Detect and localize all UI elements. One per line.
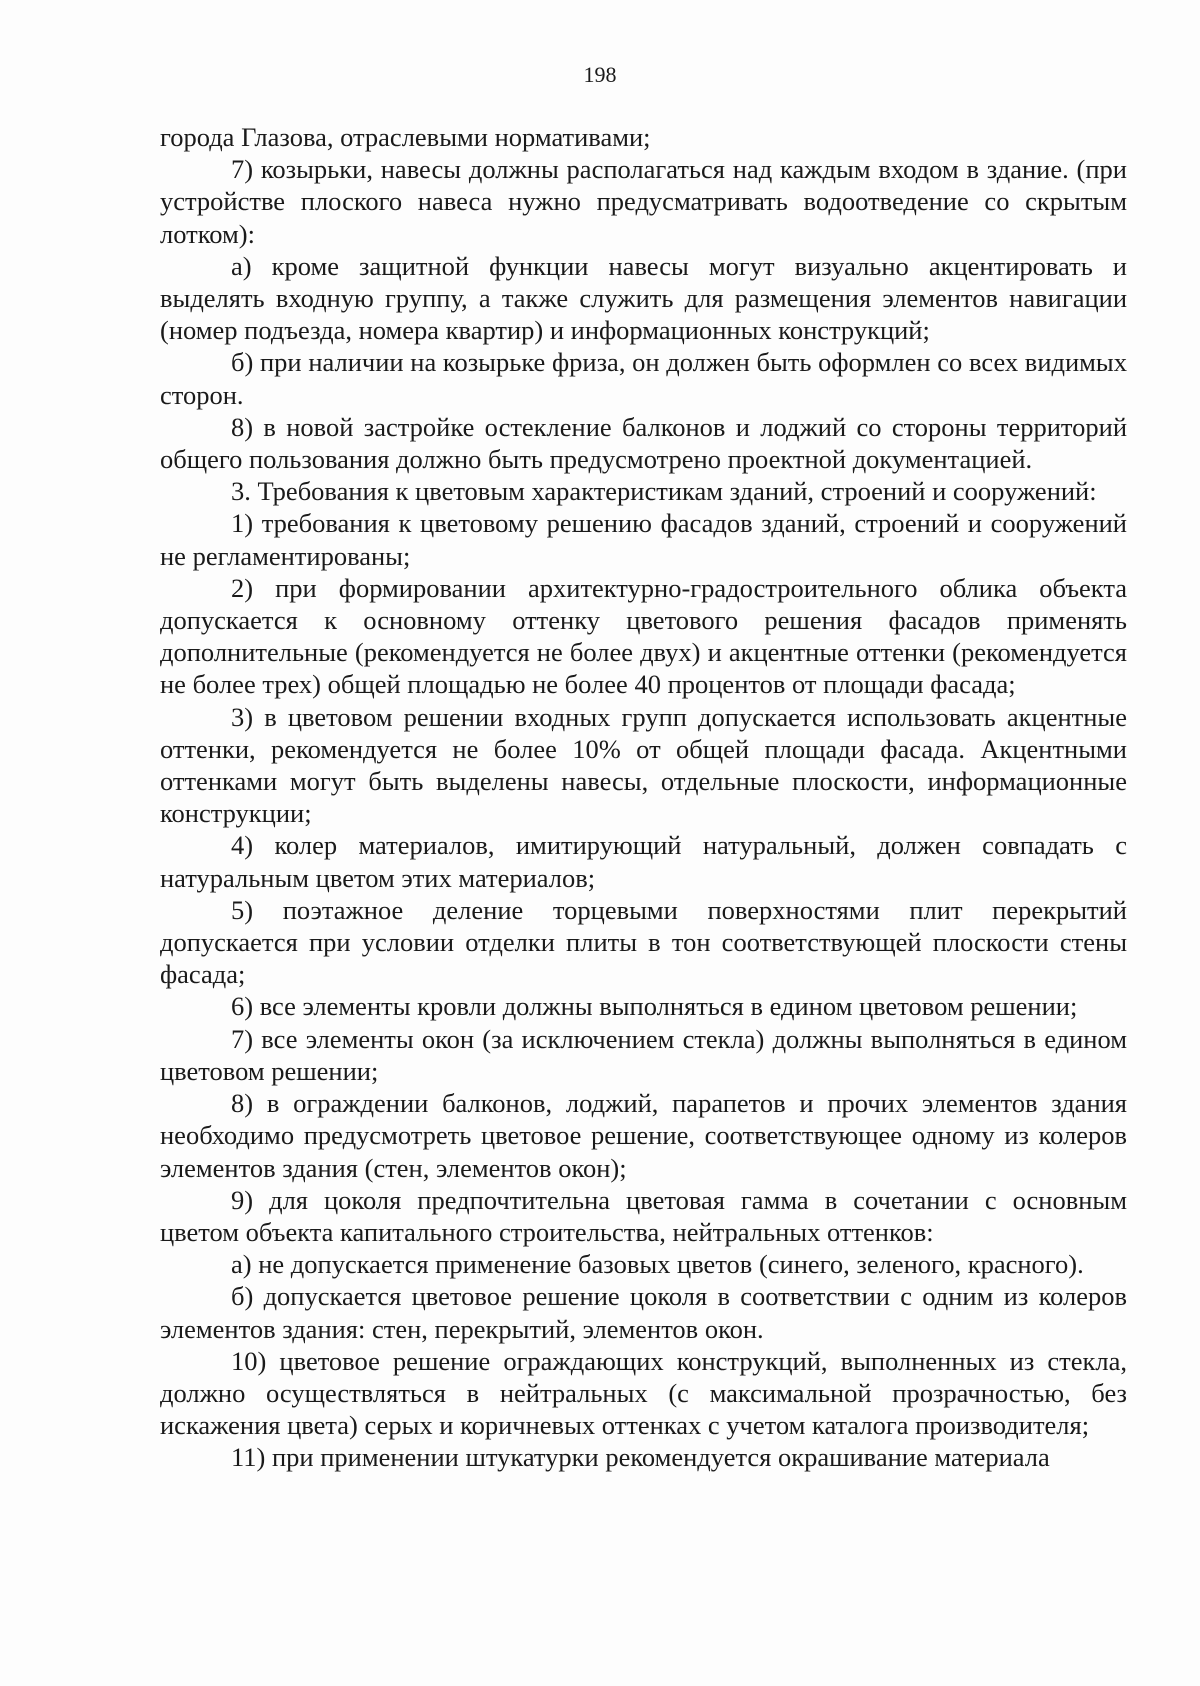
paragraph: а) кроме защитной функции навесы могут визуально акцентировать и выделять входную группу, а также служить для размещения элементов навигации (номер подъезда, номера квартир) и информационных конструкций; <box>160 250 1127 346</box>
paragraph: 3) в цветовом решении входных групп допускается использовать акцентные оттенки, рекомендуется не более 10% от общей площади фасада. Акцентными оттенками могут быть выделены навесы, отдельные плоскости, информационные конструкции; <box>160 701 1127 829</box>
paragraph: 11) при применении штукатурки рекомендуется окрашивание материала <box>231 1442 1050 1473</box>
paragraph: 9) для цоколя предпочтительна цветовая гамма в сочетании с основным цветом объекта капитального строительства, нейтральных оттенков: <box>160 1184 1127 1247</box>
paragraph: 2) при формировании архитектурно-градостроительного облика объекта допускается к основному оттенку цветового решения фасадов применять дополнительные (рекомендуется не более двух) и акцентные оттенки (рекомендуется не более трех) общей площадью не более 40 процентов от площади фасада; <box>160 572 1127 700</box>
paragraph: б) допускается цветовое решение цоколя в соответствии с одним из колеров элементов здания: стен, перекрытий, элементов окон. <box>160 1281 1127 1344</box>
paragraph: города Глазова, отраслевыми нормативами; <box>160 122 651 152</box>
paragraph: 10) цветовое решение ограждающих конструкций, выполненных из стекла, должно осуществляться в нейтральных (с максимальной прозрачностью, без искажения цвета) серых и коричневых оттенках с учетом каталога производителя; <box>160 1345 1127 1441</box>
paragraph: 8) в новой застройке остекление балконов и лоджий со стороны территорий общего пользования должно быть предусмотрено проектной документацией. <box>160 411 1127 475</box>
paragraph: 8) в ограждении балконов, лоджий, парапетов и прочих элементов здания необходимо предусмотреть цветовое решение, соответствующее одному из колеров элементов здания (стен, элементов окон); <box>160 1088 1127 1183</box>
paragraph: 7) все элементы окон (за исключением стекла) должны выполняться в едином цветовом решении; <box>160 1023 1127 1086</box>
paragraph: а) не допускается применение базовых цветов (синего, зеленого, красного). <box>231 1249 1084 1280</box>
page-number: 198 <box>583 62 617 87</box>
paragraph: 6) все элементы кровли должны выполняться в едином цветовом решении; <box>231 991 1078 1022</box>
section-heading: 3. Требования к цветовым характеристикам зданий, строений и сооружений: <box>231 476 1097 507</box>
paragraph: 5) поэтажное деление торцевыми поверхностями плит перекрытий допускается при условии отделки плиты в тон соответствующей плоскости стены фасада; <box>160 894 1127 990</box>
paragraph: 1) требования к цветовому решению фасадов зданий, строений и сооружений не регламентированы; <box>160 508 1127 571</box>
paragraph: 7) козырьки, навесы должны располагаться над каждым входом в здание. (при устройстве плоского навеса нужно предусматривать водоотведение со скрытым лотком): <box>160 154 1127 249</box>
paragraph: б) при наличии на козырьке фриза, он должен быть оформлен со всех видимых сторон. <box>160 347 1127 410</box>
paragraph: 4) колер материалов, имитирующий натуральный, должен совпадать с натуральным цветом этих материалов; <box>160 830 1127 893</box>
document-body <box>160 121 1127 1474</box>
